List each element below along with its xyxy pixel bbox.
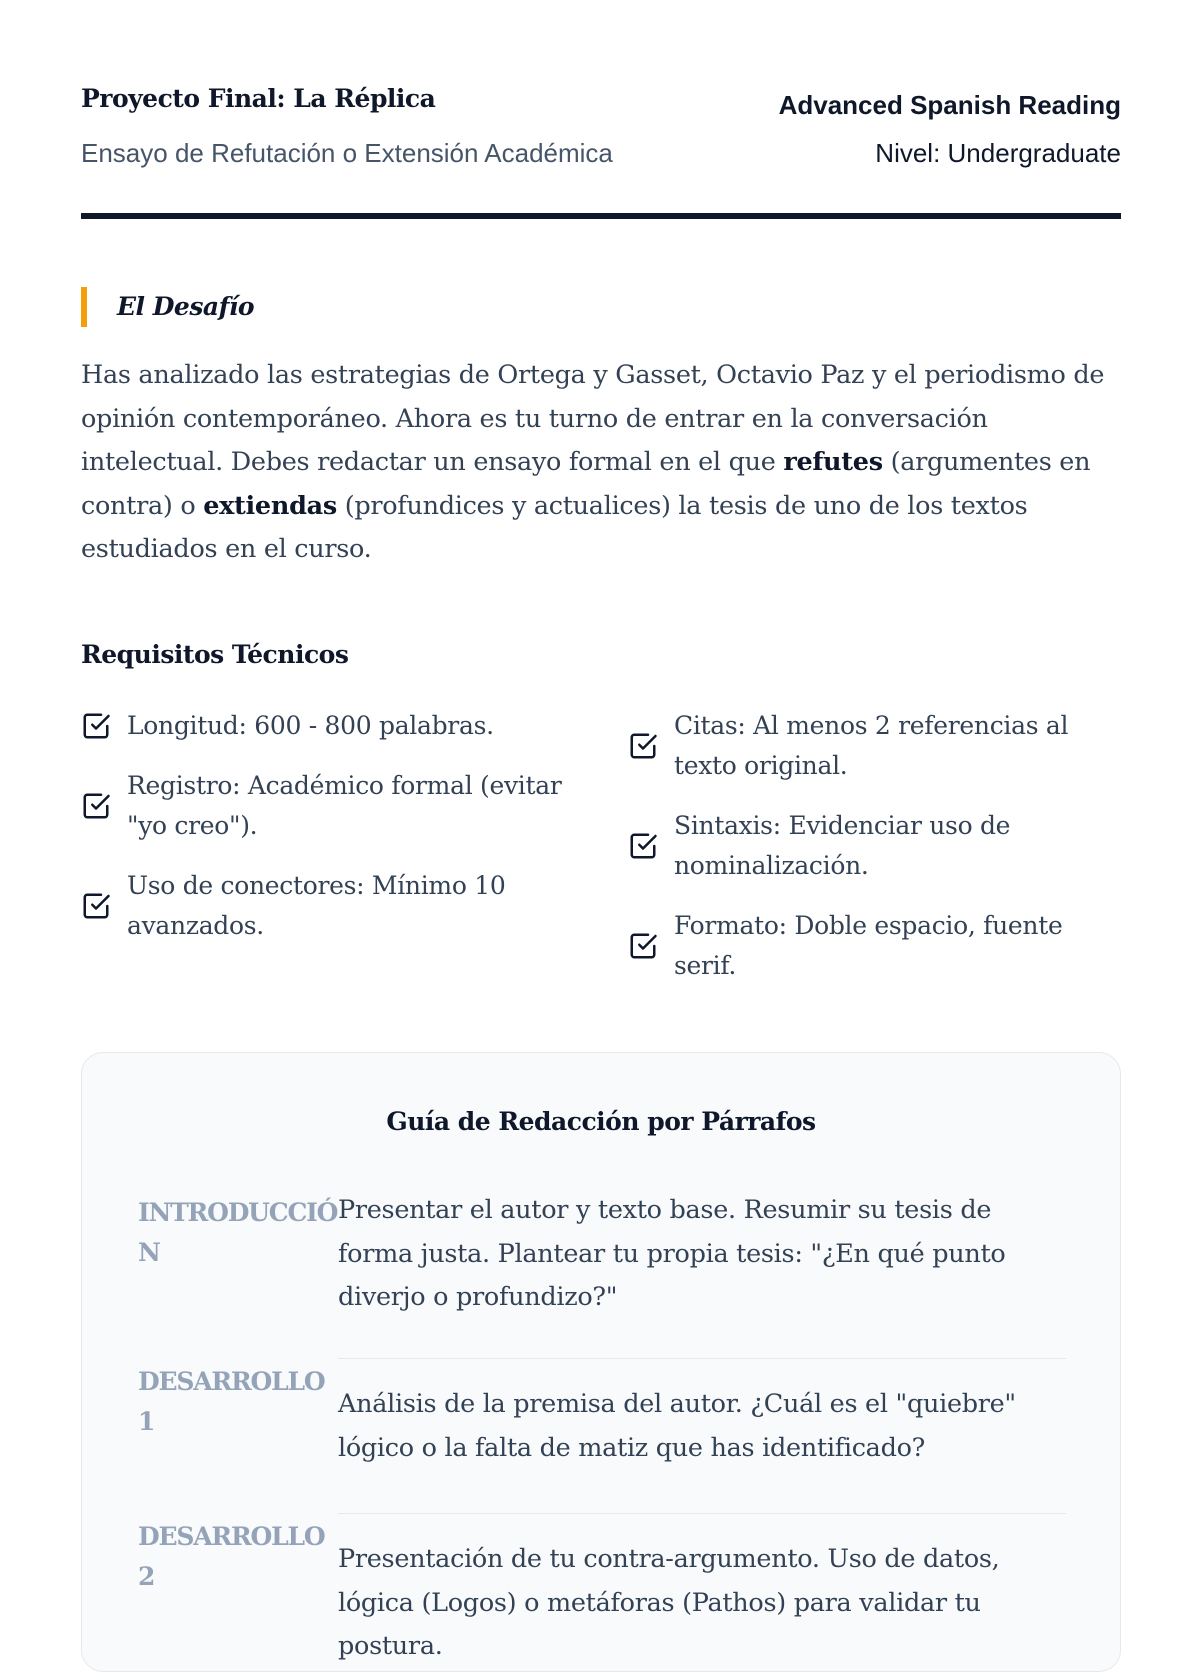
requirement-text: Registro: Académico formal (evitar "yo creo"). [127,771,562,840]
requirement-item [628,906,1088,986]
checkbox-checked-icon [81,791,111,821]
checkbox-checked-icon [628,731,658,761]
guide-title: Guía de Redacción por Párrafos [386,1107,816,1136]
requirement-text: Sintaxis: Evidenciar uso de nominalización. [674,811,1011,880]
challenge-strong-refutes: refutes [783,447,883,477]
requirement-item [628,806,1088,886]
challenge-strong-extiendas: extiendas [203,490,337,521]
guide-row-text: Presentación de tu contra-argumento. Uso de datos, lógica (Logos) o metáforas (Pathos) para validar tu postura. [338,1544,1000,1661]
guide-row-text: Presentar el autor y texto base. Resumir su tesis de forma justa. Plantear tu propia tesis: "¿En qué punto diverjo o profundizo?" [338,1195,1006,1312]
document-header [81,80,1121,220]
guide-row-label: INTRODUCCIÓN [138,1198,338,1267]
guide-row-divider [338,1513,1066,1514]
project-title: Proyecto Final: La Réplica [81,84,436,113]
requirement-item [81,866,561,946]
checkbox-checked-icon [81,891,111,921]
guide-row-label: DESARROLLO 2 [138,1522,325,1591]
requirement-item [81,766,581,846]
project-subtitle: Ensayo de Refutación o Extensión Académica [81,138,613,168]
writing-guide-card [81,1052,1121,1672]
course-level: Nivel: Undergraduate [875,138,1121,168]
requirement-text: Formato: Doble espacio, fuente serif. [674,911,1063,980]
guide-row-divider [338,1358,1066,1359]
requirement-text: Uso de conectores: Mínimo 10 avanzados. [127,871,506,940]
checkbox-checked-icon [628,831,658,861]
requirements-heading: Requisitos Técnicos [81,640,349,669]
course-name: Advanced Spanish Reading [778,90,1121,120]
challenge-text-part: Has analizado las estrategias de Ortega y Gasset, Octavio Paz y el periodismo de opinión contemporáneo. Ahora es tu turno de entrar en la conversación intelectual. Debes redactar un ensayo formal en el que [81,360,1105,477]
header-divider [81,213,1121,219]
challenge-text-part: (profundices y actualices) la tesis de uno de los textos estudiados en el curso. [81,490,1028,564]
checkbox-checked-icon [81,711,111,741]
requirement-item [81,706,581,746]
challenge-paragraph [81,354,1126,572]
requirement-text: Longitud: 600 - 800 palabras. [127,711,494,740]
challenge-heading: El Desafío [81,287,254,327]
checkbox-checked-icon [628,931,658,961]
requirement-item [628,706,1088,786]
requirement-text: Citas: Al menos 2 referencias al texto original. [674,711,1069,780]
guide-row-text: Análisis de la premisa del autor. ¿Cuál es el "quiebre" lógico o la falta de matiz que has identificado? [338,1389,1016,1463]
guide-row-label: DESARROLLO 1 [138,1367,325,1436]
challenge-text-part: (argumentes en contra) o [81,447,1091,521]
